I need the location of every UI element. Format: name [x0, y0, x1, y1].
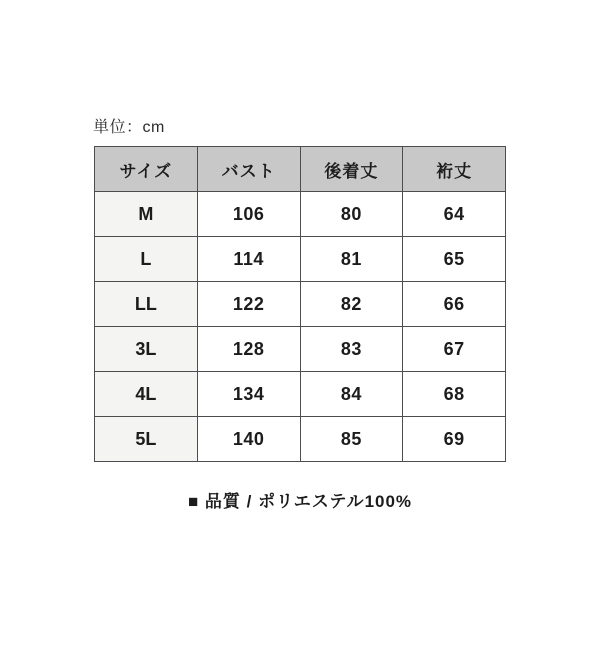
table-row [95, 372, 506, 417]
size-chart-body [95, 192, 506, 462]
column-header-size: サイズ [95, 147, 198, 192]
sleeve-length-cell: 67 [403, 327, 506, 372]
header-row [95, 147, 506, 192]
bust-cell: 128 [197, 327, 300, 372]
table-row [95, 417, 506, 462]
back-length-cell: 81 [300, 237, 403, 282]
back-length-cell: 80 [300, 192, 403, 237]
size-cell: L [95, 237, 198, 282]
back-length-cell: 85 [300, 417, 403, 462]
sleeve-length-cell: 69 [403, 417, 506, 462]
table-row [95, 237, 506, 282]
back-length-cell: 82 [300, 282, 403, 327]
sleeve-length-cell: 65 [403, 237, 506, 282]
back-length-cell: 83 [300, 327, 403, 372]
size-chart-header [95, 147, 506, 192]
bust-cell: 114 [197, 237, 300, 282]
table-row [95, 282, 506, 327]
unit-label: 単位：cm [93, 119, 165, 136]
bust-cell: 134 [197, 372, 300, 417]
size-cell: LL [95, 282, 198, 327]
size-cell: 3L [95, 327, 198, 372]
table-row [95, 192, 506, 237]
column-header-sleeve-length: 裄丈 [403, 147, 506, 192]
size-chart-table [94, 146, 506, 462]
column-header-bust: バスト [197, 147, 300, 192]
size-cell: 4L [95, 372, 198, 417]
bust-cell: 140 [197, 417, 300, 462]
size-cell: 5L [95, 417, 198, 462]
sleeve-length-cell: 66 [403, 282, 506, 327]
bust-cell: 106 [197, 192, 300, 237]
sleeve-length-cell: 68 [403, 372, 506, 417]
size-cell: M [95, 192, 198, 237]
bust-cell: 122 [197, 282, 300, 327]
column-header-back-length: 後着丈 [300, 147, 403, 192]
back-length-cell: 84 [300, 372, 403, 417]
sleeve-length-cell: 64 [403, 192, 506, 237]
quality-note: ■ 品質 / ポリエステル100% [187, 492, 413, 511]
table-row [95, 327, 506, 372]
